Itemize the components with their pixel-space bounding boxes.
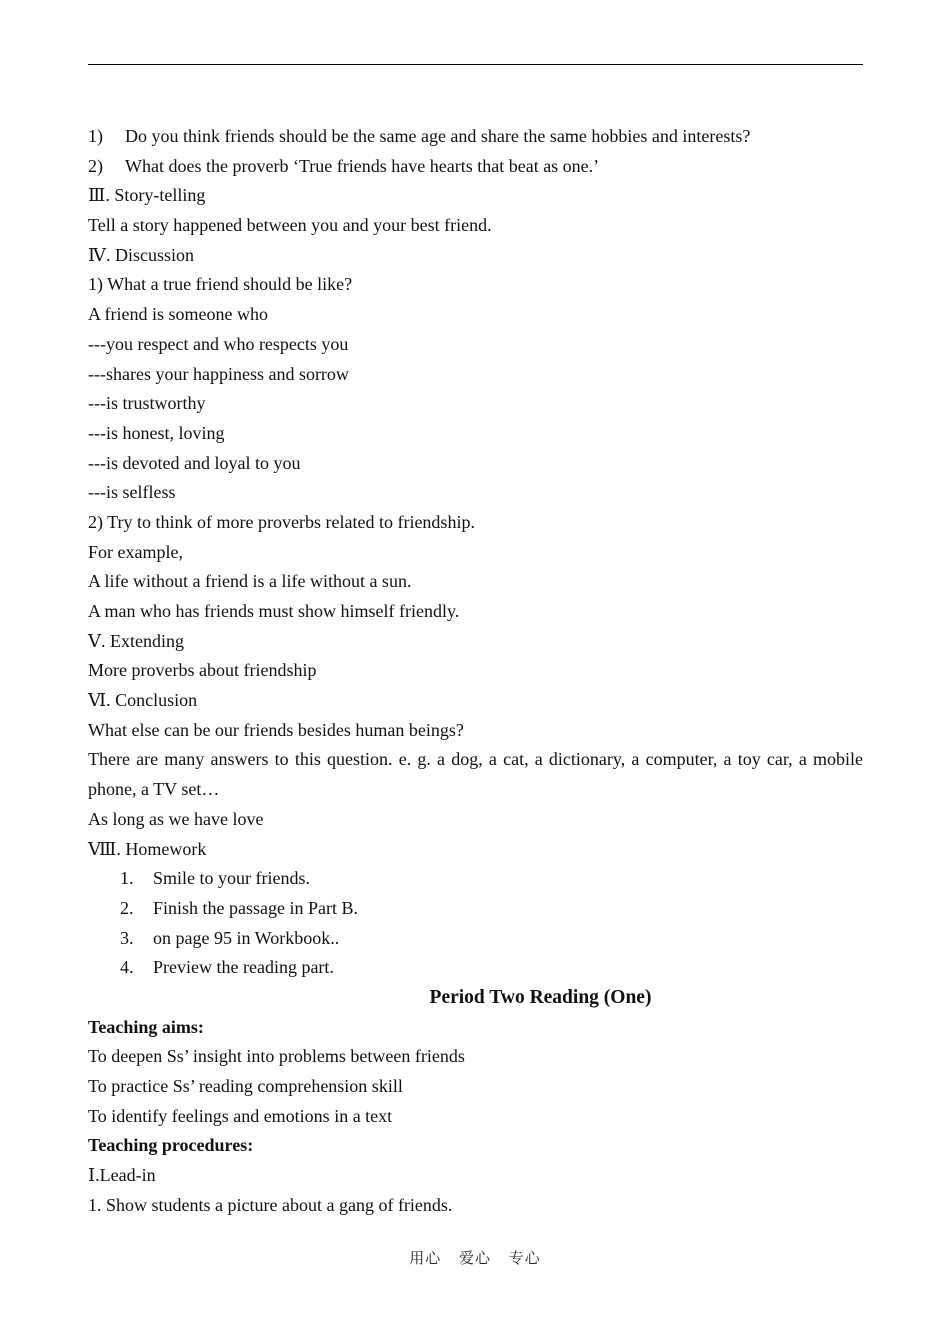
conclusion-answer: There are many answers to this question. e. g. a dog, a cat, a dictionary, a computer, a toy car, a mobile phone, a TV set… [88,749,863,800]
lead-in-step: 1. Show students a picture about a gang of friends. [88,1194,453,1215]
friend-intro: A friend is someone who [88,304,268,325]
extending-text: More proverbs about friendship [88,660,317,681]
teaching-aim: To identify feelings and emotions in a text [88,1105,393,1126]
conclusion-question: What else can be our friends besides human beings? [88,719,464,740]
question-number: 1) [88,126,103,146]
homework-item [88,894,863,924]
document-body [88,122,863,1220]
story-telling-text: Tell a story happened between you and your best friend. [88,215,492,236]
example-label: For example, [88,541,183,562]
teaching-aims-label: Teaching aims: [88,1016,204,1037]
discussion-question-2: 2) Try to think of more proverbs related to friendship. [88,511,475,532]
proverb: A life without a friend is a life without a sun. [88,571,412,592]
homework-number: 1. [120,868,134,889]
section-heading-story-telling: Ⅲ. Story-telling [88,185,206,206]
question-text: Do you think friends should be the same age and share the same hobbies and interests? [125,126,751,146]
question-number: 2) [88,155,103,176]
teaching-aim: To practice Ss’ reading comprehension skill [88,1076,403,1097]
lead-in-heading: Ⅰ.Lead-in [88,1165,156,1186]
section-heading-extending: Ⅴ. Extending [88,630,184,651]
period-title: Period Two Reading (One) [429,986,652,1008]
homework-number: 2. [120,897,134,918]
homework-item [88,953,863,983]
section-heading-homework: Ⅷ. Homework [88,838,207,859]
homework-text: Finish the passage in Part B. [153,897,358,918]
friend-trait: ---is selfless [88,482,176,503]
friend-trait: ---is devoted and loyal to you [88,452,301,473]
friend-trait: ---you respect and who respects you [88,333,349,354]
homework-number: 4. [120,957,134,978]
friend-trait: ---shares your happiness and sorrow [88,363,349,384]
page-footer: 用心 爱心 专心 [409,1249,541,1267]
conclusion-closing: As long as we have love [88,808,264,829]
proverb: A man who has friends must show himself friendly. [88,601,460,621]
discussion-question-1: 1) What a true friend should be like? [88,274,353,295]
question-text: What does the proverb ‘True friends have hearts that beat as one.’ [125,155,600,176]
header-rule [88,64,863,65]
teaching-aim: To deepen Ss’ insight into problems between friends [88,1046,465,1067]
homework-text: Smile to your friends. [153,868,310,889]
homework-item [88,864,863,894]
homework-item [88,924,863,954]
teaching-procedures-label: Teaching procedures: [88,1135,254,1156]
question-item [88,122,863,152]
question-item [88,152,863,182]
homework-text: Preview the reading part. [153,957,334,978]
section-heading-discussion: Ⅳ. Discussion [88,244,194,265]
homework-number: 3. [120,927,134,948]
friend-trait: ---is trustworthy [88,393,206,414]
friend-trait: ---is honest, loving [88,422,225,443]
section-heading-conclusion: Ⅵ. Conclusion [88,690,198,711]
homework-text: on page 95 in Workbook.. [153,927,340,948]
